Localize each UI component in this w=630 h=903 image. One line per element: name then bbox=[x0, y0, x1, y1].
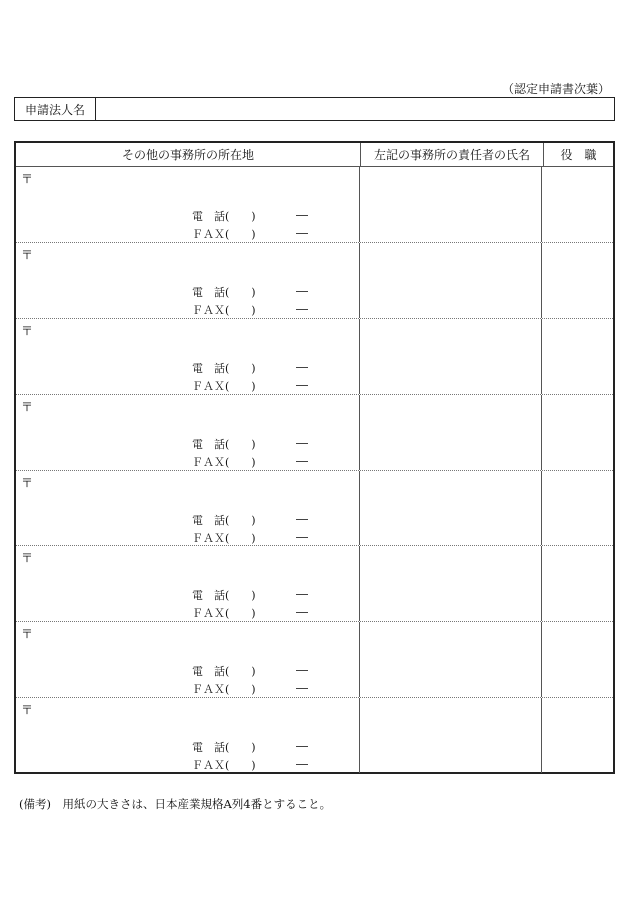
header-location: その他の事務所の所在地 bbox=[16, 143, 361, 166]
phone-label: 電 話( ) bbox=[192, 210, 256, 223]
fax-label: ＦＡＸ( ) bbox=[192, 379, 256, 393]
header-position: 役 職 bbox=[560, 148, 597, 162]
fax-dash bbox=[296, 537, 308, 538]
postal-mark: 〒 bbox=[21, 172, 34, 186]
fax-label: ＦＡＸ( ) bbox=[192, 228, 256, 241]
location-cell[interactable] bbox=[16, 395, 360, 470]
applicant-name-field[interactable] bbox=[96, 98, 614, 120]
applicant-name-row bbox=[14, 97, 615, 121]
table-row bbox=[16, 545, 613, 621]
phone-label: 電 話( ) bbox=[192, 361, 256, 375]
form-subtitle: （認定申請書次葉） bbox=[501, 82, 610, 96]
fax-dash bbox=[296, 688, 308, 689]
phone-label: 電 話( ) bbox=[192, 285, 256, 299]
phone-dash bbox=[296, 594, 308, 595]
table-row bbox=[16, 697, 613, 773]
fax-label: ＦＡＸ( ) bbox=[192, 759, 256, 773]
phone-label: 電 話( ) bbox=[192, 437, 256, 451]
location-cell[interactable] bbox=[16, 167, 360, 242]
fax-label: ＦＡＸ( ) bbox=[192, 303, 256, 317]
location-cell[interactable] bbox=[16, 698, 360, 773]
table-row bbox=[16, 242, 613, 318]
position-cell[interactable] bbox=[542, 471, 613, 546]
fax-label: ＦＡＸ( ) bbox=[192, 683, 256, 697]
manager-name-cell[interactable] bbox=[360, 546, 542, 621]
table-row bbox=[16, 318, 613, 394]
fax-label: ＦＡＸ( ) bbox=[192, 531, 256, 545]
phone-label: 電 話( ) bbox=[192, 513, 256, 527]
postal-mark: 〒 bbox=[21, 627, 34, 642]
table-row bbox=[16, 470, 613, 546]
fax-dash bbox=[296, 764, 308, 765]
position-cell[interactable] bbox=[542, 167, 613, 242]
fax-label: ＦＡＸ( ) bbox=[192, 607, 256, 621]
table-body bbox=[16, 167, 613, 773]
remark-note: (備考) 用紙の大きさは、日本産業規格A列4番とすること。 bbox=[19, 797, 332, 811]
postal-mark: 〒 bbox=[21, 323, 34, 338]
manager-name-cell[interactable] bbox=[360, 622, 542, 697]
location-cell[interactable] bbox=[16, 319, 360, 394]
position-cell[interactable] bbox=[542, 698, 613, 773]
location-cell[interactable] bbox=[16, 622, 360, 697]
fax-label: ＦＡＸ( ) bbox=[192, 455, 256, 469]
phone-dash bbox=[296, 746, 308, 747]
fax-dash bbox=[296, 233, 308, 234]
manager-name-cell[interactable] bbox=[360, 167, 542, 242]
table-header bbox=[16, 143, 613, 167]
fax-dash bbox=[296, 309, 308, 310]
manager-name-cell[interactable] bbox=[360, 319, 542, 394]
position-cell[interactable] bbox=[542, 546, 613, 621]
location-cell[interactable] bbox=[16, 471, 360, 546]
position-cell[interactable] bbox=[542, 319, 613, 394]
postal-mark: 〒 bbox=[21, 551, 34, 566]
fax-dash bbox=[296, 385, 308, 386]
manager-name-cell[interactable] bbox=[360, 395, 542, 470]
manager-name-cell[interactable] bbox=[360, 471, 542, 546]
header-manager: 左記の事務所の責任者の氏名 bbox=[361, 143, 544, 166]
postal-mark: 〒 bbox=[21, 703, 34, 718]
table-row bbox=[16, 167, 613, 242]
phone-label: 電 話( ) bbox=[192, 589, 256, 603]
postal-mark: 〒 bbox=[21, 247, 34, 262]
phone-dash bbox=[296, 670, 308, 671]
phone-label: 電 話( ) bbox=[192, 665, 256, 679]
fax-dash bbox=[296, 612, 308, 613]
phone-dash bbox=[296, 519, 308, 520]
phone-dash bbox=[296, 367, 308, 368]
table-row bbox=[16, 394, 613, 470]
position-cell[interactable] bbox=[542, 243, 613, 318]
manager-name-cell[interactable] bbox=[360, 698, 542, 773]
fax-dash bbox=[296, 461, 308, 462]
location-cell[interactable] bbox=[16, 243, 360, 318]
location-cell[interactable] bbox=[16, 546, 360, 621]
postal-mark: 〒 bbox=[21, 399, 34, 414]
office-table bbox=[14, 141, 615, 774]
position-cell[interactable] bbox=[542, 395, 613, 470]
postal-mark: 〒 bbox=[21, 475, 34, 490]
phone-dash bbox=[296, 443, 308, 444]
applicant-name-label: 申請法人名 bbox=[15, 98, 96, 120]
phone-dash bbox=[296, 215, 308, 216]
table-row bbox=[16, 621, 613, 697]
manager-name-cell[interactable] bbox=[360, 243, 542, 318]
phone-label: 電 話( ) bbox=[192, 741, 256, 755]
phone-dash bbox=[296, 291, 308, 292]
position-cell[interactable] bbox=[542, 622, 613, 697]
